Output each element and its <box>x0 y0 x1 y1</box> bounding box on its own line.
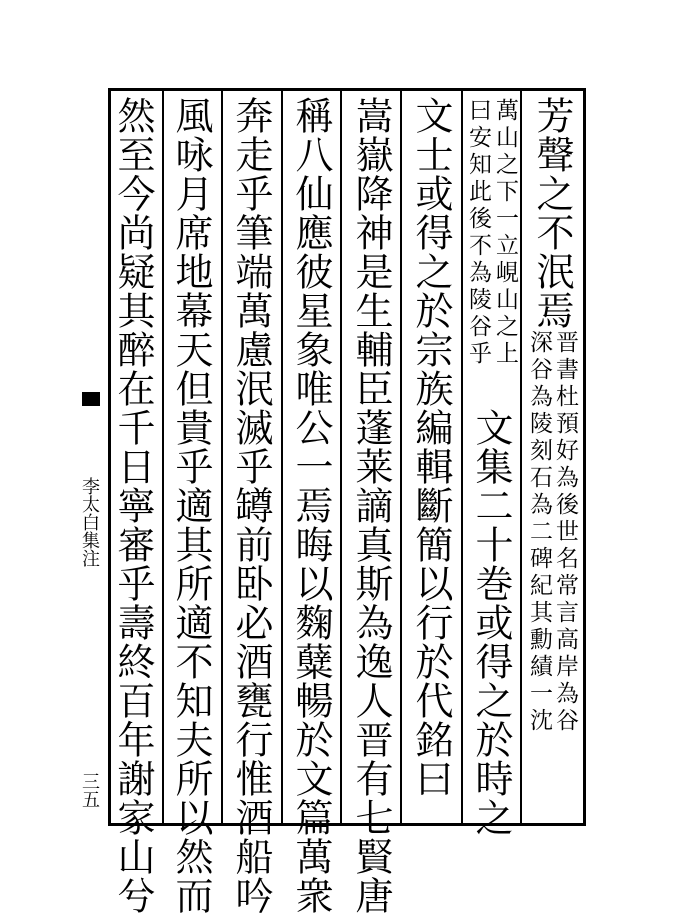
column-rule <box>400 91 402 823</box>
fish-tail-mark-icon <box>82 392 100 406</box>
text-column-2-note-left: 曰安知此後不為陵谷乎 <box>465 98 491 368</box>
text-column-5: 稱八仙應彼星象唯公一焉晦以麴糵暢於文篇萬衆 <box>289 96 333 915</box>
text-column-1-main: 芳聲之不泯焉 <box>530 96 574 330</box>
text-column-4: 嵩嶽降神是生輔臣蓬莱謫真斯為逸人晋有七賢唐 <box>349 96 393 915</box>
text-column-1-note-right: 晋書杜預好為後世名常言高岸為谷 <box>552 330 578 735</box>
text-column-1-note-left: 深谷為陵刻石為二碑紀其勳績一沈 <box>526 330 552 735</box>
text-column-7: 風咏月席地幕天但貴乎適其所適不知夫所以然而 <box>169 96 213 915</box>
column-rule <box>162 91 164 823</box>
text-column-2-note-right: 萬山之下一立峴山之上 <box>492 98 518 368</box>
column-rule <box>520 91 522 823</box>
column-rule <box>340 91 342 823</box>
text-column-2-main: 文集二十巻或得之於時之 <box>469 408 513 837</box>
column-rule <box>461 91 463 823</box>
column-rule <box>221 91 223 823</box>
text-column-8: 然至今尚疑其醉在千日寧審乎壽終百年謝家山兮 <box>111 96 155 915</box>
column-rule <box>281 91 283 823</box>
margin-page-number: 三五 <box>79 772 100 808</box>
text-column-6: 奔走乎筆端萬慮泯滅乎罇前卧必酒甕行惟酒船吟 <box>229 96 273 915</box>
page-margin-strip <box>80 92 102 827</box>
margin-book-title: 李太白集注 <box>79 477 100 567</box>
text-column-3: 文士或得之於宗族編輯斷簡以行於代銘曰 <box>409 96 453 798</box>
